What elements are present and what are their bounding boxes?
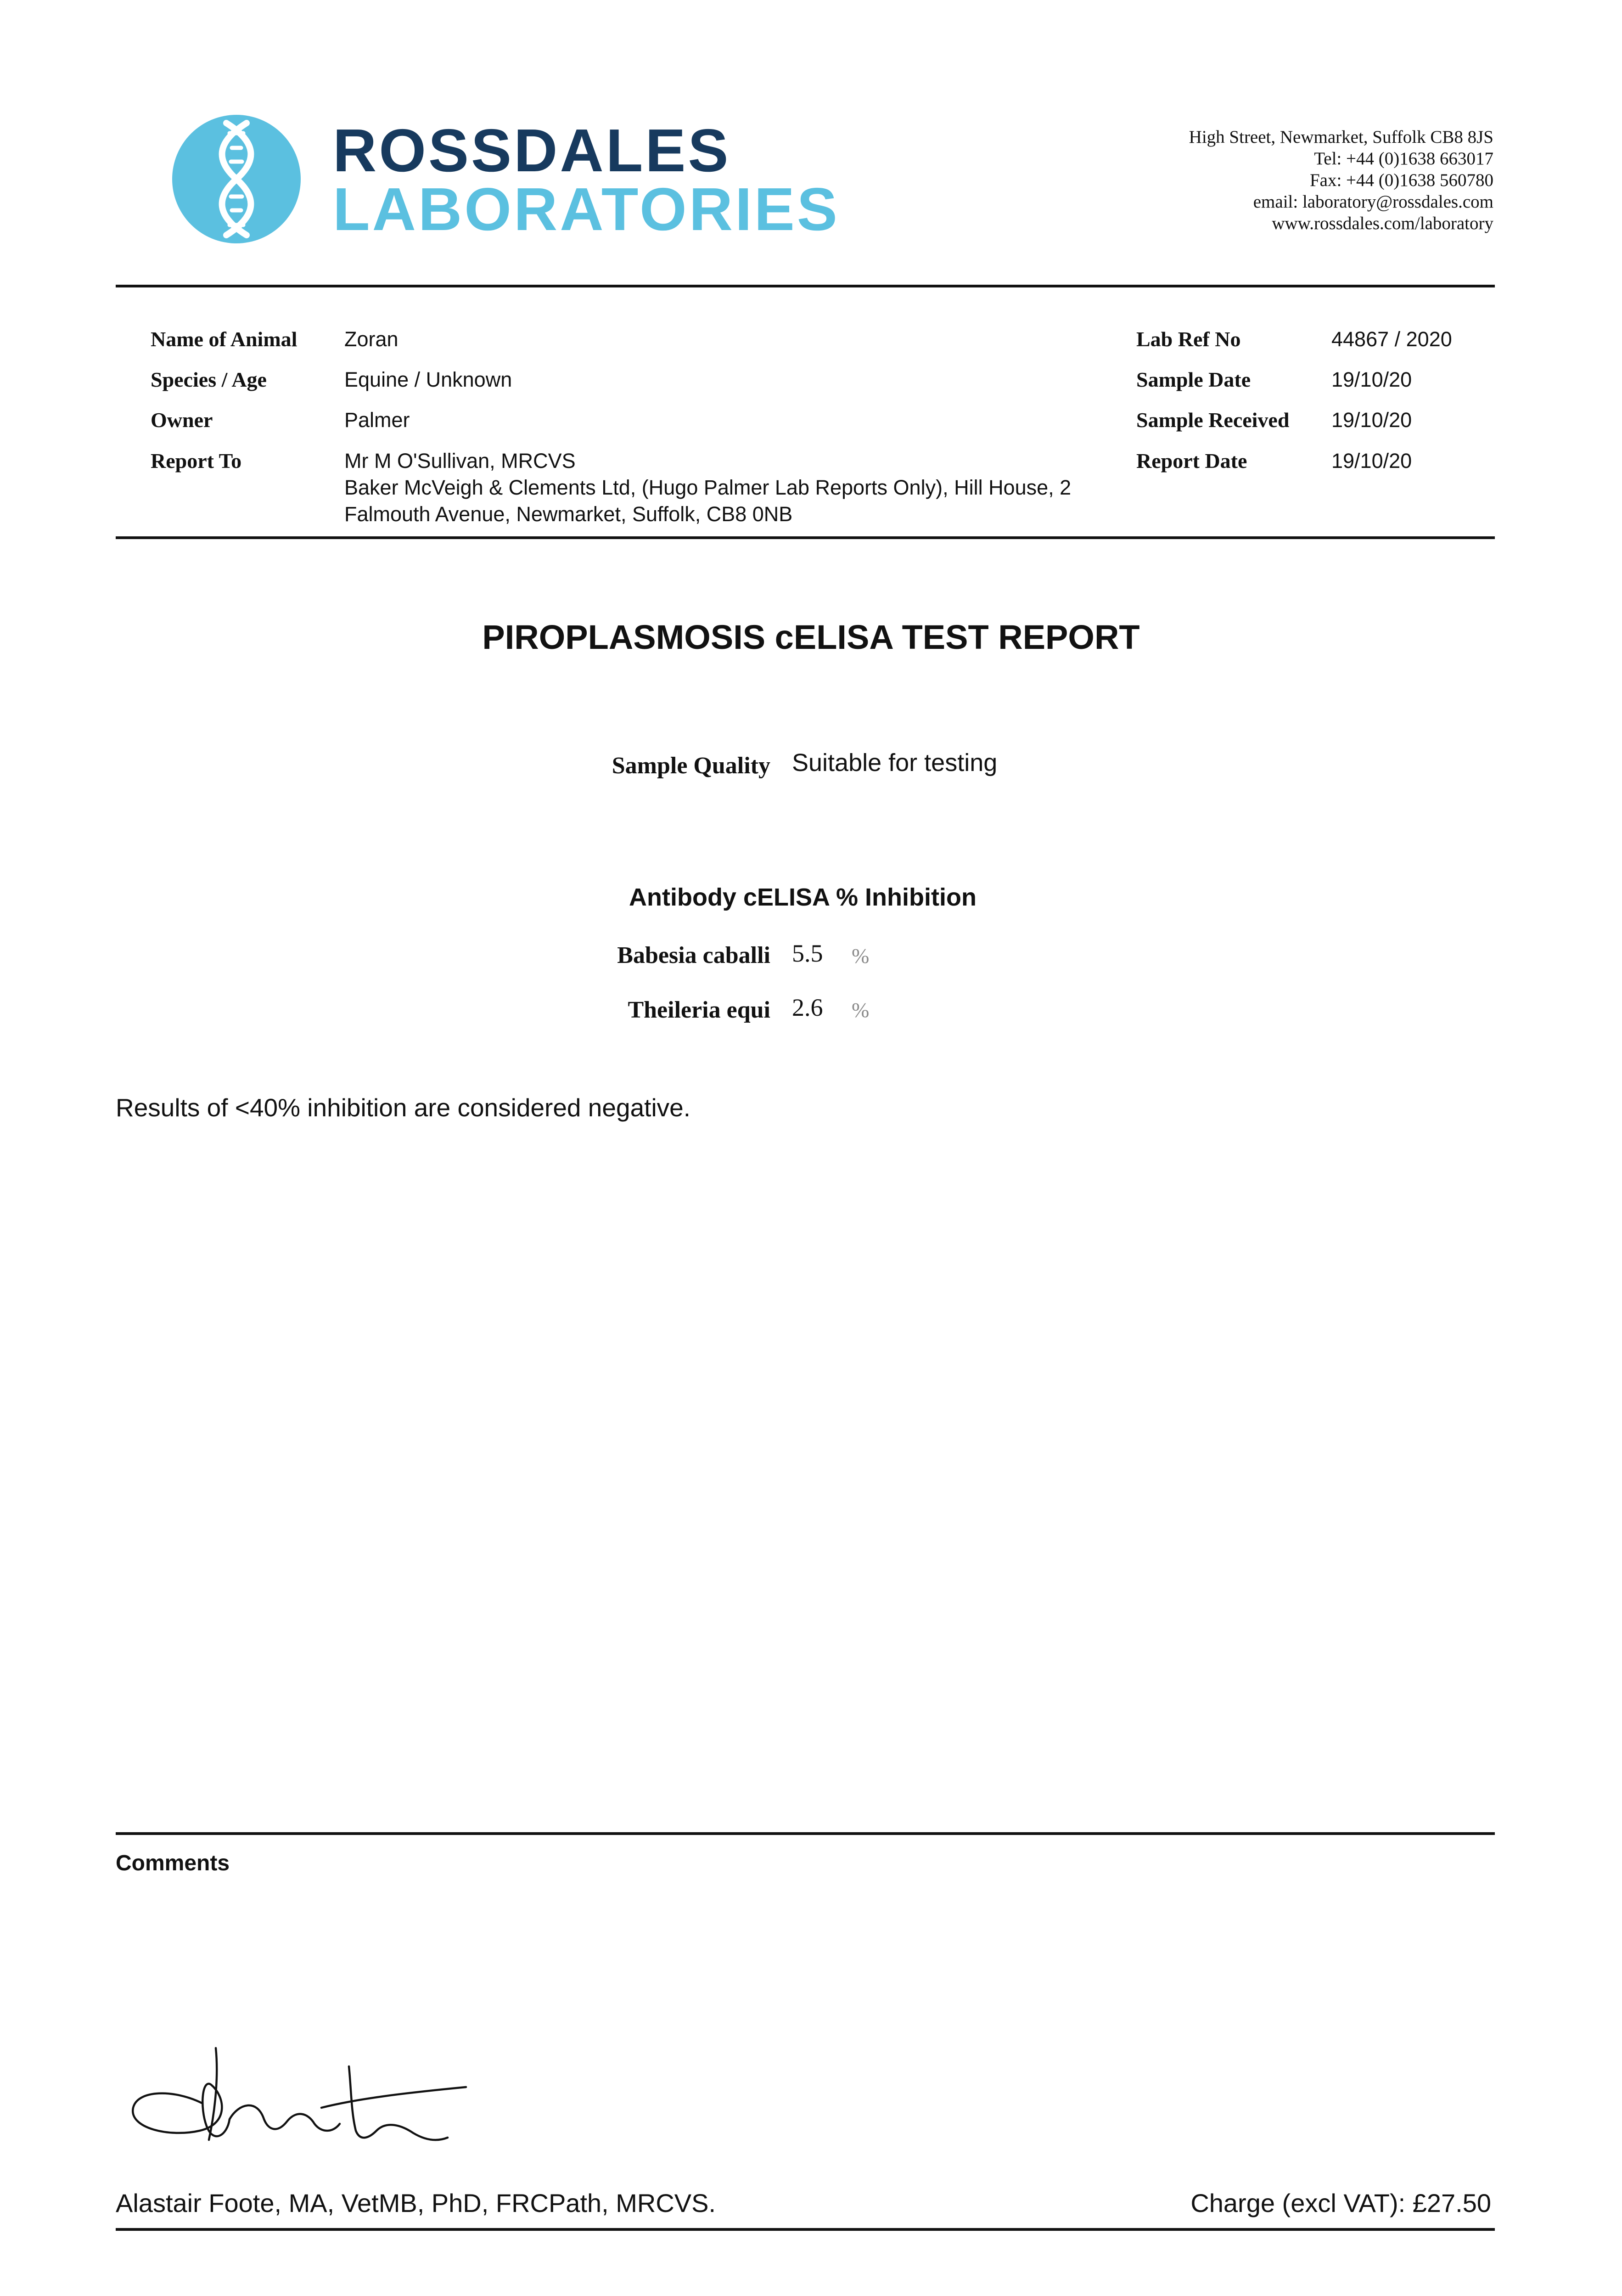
lab-ref-value: 44867 / 2020 xyxy=(1331,327,1452,351)
report-to-line2: Baker McVeigh & Clements Ltd, (Hugo Palmer Lab Reports Only), Hill House, 2 xyxy=(344,476,1072,499)
brand-name-line1: ROSSDALES xyxy=(333,117,731,184)
report-date-label: Report Date xyxy=(1136,449,1247,473)
brand-name-line2: LABORATORIES xyxy=(333,175,840,243)
result-value-theileria: 2.6 xyxy=(792,994,823,1021)
species-value: Equine / Unknown xyxy=(344,368,512,391)
report-to-line3: Falmouth Avenue, Newmarket, Suffolk, CB8 0NB xyxy=(344,502,793,526)
result-unit-theileria: % xyxy=(852,998,870,1022)
species-label: Species / Age xyxy=(151,368,267,391)
owner-label: Owner xyxy=(151,408,213,432)
address-email: email: laboratory@rossdales.com xyxy=(1253,192,1493,212)
address-tel: Tel: +44 (0)1638 663017 xyxy=(1314,149,1493,169)
lab-address xyxy=(1189,126,1493,234)
result-label-babesia: Babesia caballi xyxy=(617,942,770,968)
results-section-title: Antibody cELISA % Inhibition xyxy=(629,884,977,911)
owner-value: Palmer xyxy=(344,408,410,432)
result-unit-babesia: % xyxy=(852,944,870,968)
footer-divider xyxy=(116,2228,1495,2231)
signatory-name: Alastair Foote, MA, VetMB, PhD, FRCPath, MRCVS. xyxy=(116,2189,716,2217)
result-interpretation-note: Results of <40% inhibition are considered negative. xyxy=(116,1093,691,1122)
signature-stroke-4 xyxy=(349,2066,448,2140)
sample-date-label: Sample Date xyxy=(1136,368,1251,391)
signature-stroke-5 xyxy=(321,2087,466,2108)
address-fax: Fax: +44 (0)1638 560780 xyxy=(1309,170,1493,190)
header-divider xyxy=(116,285,1495,287)
lab-ref-label: Lab Ref No xyxy=(1136,327,1241,351)
sample-quality-label: Sample Quality xyxy=(612,753,770,779)
animal-name-label: Name of Animal xyxy=(151,327,297,351)
animal-name-value: Zoran xyxy=(344,327,398,351)
sample-received-value: 19/10/20 xyxy=(1331,408,1412,432)
report-date-value: 19/10/20 xyxy=(1331,449,1412,473)
charge-amount: Charge (excl VAT): £27.50 xyxy=(1190,2189,1491,2217)
comments-divider xyxy=(116,1832,1495,1835)
report-title: PIROPLASMOSIS cELISA TEST REPORT xyxy=(482,618,1140,656)
report-to-label: Report To xyxy=(151,449,242,473)
sample-received-label: Sample Received xyxy=(1136,408,1290,432)
dna-helix-icon xyxy=(172,115,301,243)
signature-icon xyxy=(119,2039,487,2158)
sample-quality-value: Suitable for testing xyxy=(792,749,998,777)
comments-label: Comments xyxy=(116,1851,230,1875)
info-divider xyxy=(116,536,1495,539)
result-label-theileria: Theileria equi xyxy=(628,997,770,1023)
report-to-line1: Mr M O'Sullivan, MRCVS xyxy=(344,449,576,473)
result-value-babesia: 5.5 xyxy=(792,940,823,967)
report-to-value xyxy=(344,448,1071,528)
sample-date-value: 19/10/20 xyxy=(1331,368,1412,391)
signature-stroke-3 xyxy=(230,2105,340,2131)
address-street: High Street, Newmarket, Suffolk CB8 8JS xyxy=(1189,127,1493,147)
address-web: www.rossdales.com/laboratory xyxy=(1272,214,1493,233)
